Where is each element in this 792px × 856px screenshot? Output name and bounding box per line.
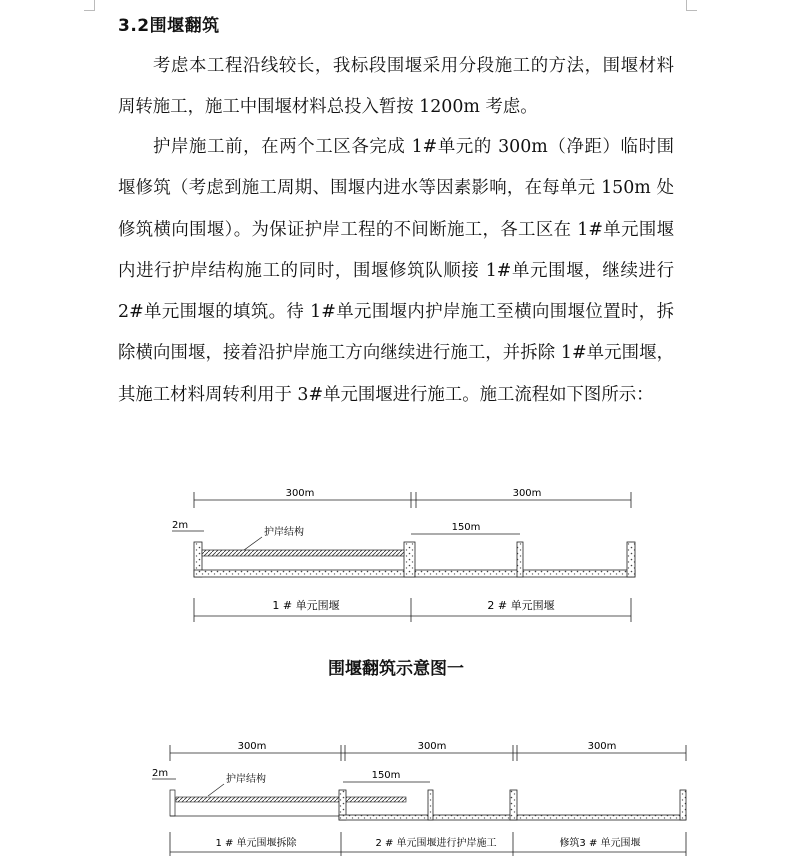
cofferdam-unit-3	[517, 790, 686, 820]
page-corner-mark	[686, 0, 697, 11]
figure-2-drawing	[0, 736, 792, 856]
dim-label-300-c: 300m	[587, 741, 617, 752]
dim-label-300-a: 300m	[237, 741, 267, 752]
page-corner-mark	[84, 0, 95, 11]
unit-label-1: 1 # 单元围堰	[272, 599, 340, 612]
dimension-bottom	[194, 598, 631, 622]
unit-label-3: 修筑3 # 单元围堰	[559, 838, 641, 849]
paragraph-2: 护岸施工前，在两个工区各完成 1#单元的 300m（净距）临时围堰修筑（考虑到施工周期、围堰内进水等因素影响，在每单元 150m 处修筑横向围堰）。为保证护岸工程的不间断施工，各工区在 1#单元围堰内进行护岸结构施工的同时，围堰修筑队顺接 1#单元围堰，继续进行 2#单元围堰的填筑。待 1#单元围堰内护岸施工至横向围堰位置时，拆除横向围堰，接着沿护岸施工方向继续进行施工，并拆除 1#单元围堰，其施工材料周转利用于 3#单元围堰进行施工。施工流程如下图所示：	[118, 137, 674, 405]
label-revetment-structure: 护岸结构	[226, 774, 266, 785]
dimension-top	[194, 492, 631, 508]
revetment-structure	[176, 797, 406, 802]
section-heading: 3.2围堰翻筑	[118, 16, 220, 36]
dim-label-150m: 150m	[371, 770, 401, 781]
cofferdam-unit-2	[339, 790, 517, 820]
figure-2	[0, 736, 792, 856]
revetment-structure	[202, 550, 404, 556]
label-revetment-structure: 护岸结构	[264, 527, 304, 538]
unit-label-1: 1 # 单元围堰拆除	[215, 838, 297, 849]
cofferdam-unit-1-removed	[170, 790, 406, 816]
unit-label-2: 2 # 单元围堰进行护岸施工	[375, 838, 497, 849]
dim-label-150m: 150m	[451, 522, 481, 533]
dim-label-2m: 2m	[152, 768, 169, 779]
dim-label-300-b: 300m	[417, 741, 447, 752]
dim-label-300-a: 300m	[285, 488, 315, 499]
cofferdam-unit-1	[194, 542, 415, 577]
unit-label-2: 2 # 单元围堰	[487, 599, 555, 612]
figure-1	[0, 480, 792, 630]
figure-1-caption: 围堰翻筑示意图一	[328, 659, 464, 679]
cofferdam-unit-2	[415, 542, 635, 577]
paragraph-1: 考虑本工程沿线较长，我标段围堰采用分段施工的方法，围堰材料周转施工，施工中围堰材料总投入暂按 1200m 考虑。	[118, 56, 674, 118]
dim-label-300-b: 300m	[512, 488, 542, 499]
dim-label-2m: 2m	[172, 520, 189, 531]
figure-1-drawing	[0, 480, 792, 630]
